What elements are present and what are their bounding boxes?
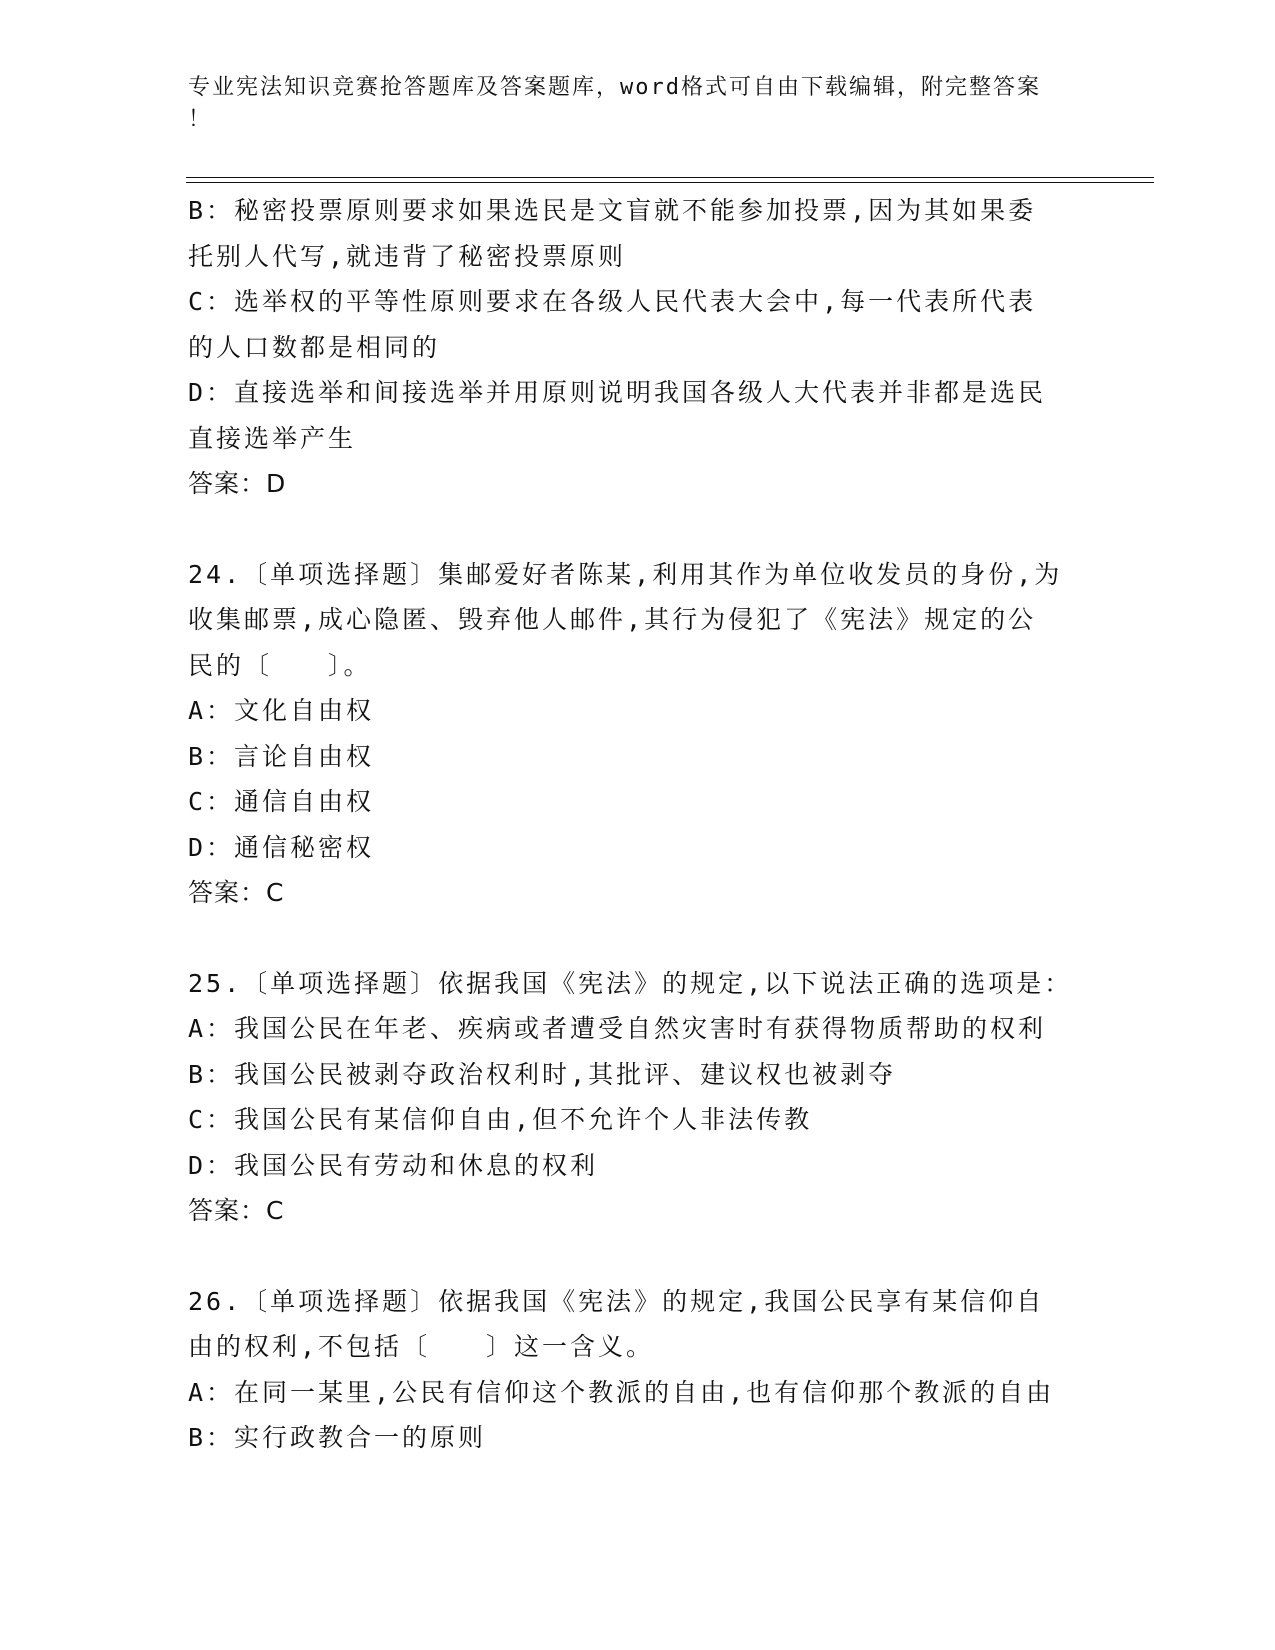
option-d: D：通信秘密权 bbox=[188, 832, 375, 862]
option-c-continuation: 的人口数都是相同的 bbox=[188, 332, 441, 362]
document-header bbox=[188, 72, 1068, 136]
previous-question-block bbox=[188, 188, 1088, 507]
question-26-block bbox=[188, 1279, 1088, 1461]
answer-line: 答案：D bbox=[188, 469, 287, 498]
header-title-line: 专业宪法知识竞赛抢答题库及答案题库，word格式可自由下载编辑，附完整答案 bbox=[188, 75, 1041, 100]
option-a: A：我国公民在年老、疾病或者遭受自然灾害时有获得物质帮助的权利 bbox=[188, 1014, 1047, 1043]
option-b: B：实行政教合一的原则 bbox=[188, 1423, 487, 1452]
header-title-continuation: ！ bbox=[188, 107, 213, 132]
question-spacer bbox=[188, 916, 1088, 961]
option-a: A：在同一某里,公民有信仰这个教派的自由,也有信仰那个教派的自由 bbox=[188, 1377, 1055, 1407]
question-list bbox=[188, 188, 1088, 1461]
option-b: B：言论自由权 bbox=[188, 741, 375, 771]
option-c: C：我国公民有某信仰自由,但不允许个人非法传教 bbox=[188, 1105, 813, 1134]
option-a: A：文化自由权 bbox=[188, 696, 375, 725]
option-d-line: D：直接选举和间接选举并用原则说明我国各级人大代表并非都是选民 bbox=[188, 378, 1047, 407]
option-c: C：通信自由权 bbox=[188, 787, 375, 816]
question-spacer bbox=[188, 1234, 1088, 1279]
option-b-line: B：秘密投票原则要求如果选民是文盲就不能参加投票,因为其如果委 bbox=[188, 196, 1037, 225]
question-spacer bbox=[188, 507, 1088, 552]
answer-line: 答案：C bbox=[188, 1196, 285, 1225]
header-divider-bottom bbox=[186, 182, 1154, 183]
question-stem: 26.〔单项选择题〕依据我国《宪法》的规定,我国公民享有某信仰自 bbox=[188, 1286, 1045, 1316]
question-stem: 24.〔单项选择题〕集邮爱好者陈某,利用其作为单位收发员的身份,为 bbox=[188, 559, 1063, 589]
question-25-block bbox=[188, 961, 1088, 1234]
option-d: D：我国公民有劳动和休息的权利 bbox=[188, 1150, 599, 1180]
header-divider-top bbox=[186, 177, 1154, 178]
question-stem-continuation: 收集邮票,成心隐匿、毁弃他人邮件,其行为侵犯了《宪法》规定的公 bbox=[188, 605, 1037, 634]
question-stem-continuation: 由的权利,不包括〔 〕这一含义。 bbox=[188, 1332, 655, 1361]
question-stem-continuation: 民的〔 〕。 bbox=[188, 650, 372, 680]
option-b: B：我国公民被剥夺政治权利时,其批评、建议权也被剥夺 bbox=[188, 1059, 897, 1089]
option-c-line: C：选举权的平等性原则要求在各级人民代表大会中,每一代表所代表 bbox=[188, 287, 1037, 316]
answer-line: 答案：C bbox=[188, 878, 285, 907]
option-d-continuation: 直接选举产生 bbox=[188, 423, 357, 453]
question-24-block bbox=[188, 552, 1088, 916]
question-stem: 25.〔单项选择题〕依据我国《宪法》的规定,以下说法正确的选项是： bbox=[188, 968, 1073, 998]
option-b-continuation: 托别人代写,就违背了秘密投票原则 bbox=[188, 241, 627, 271]
